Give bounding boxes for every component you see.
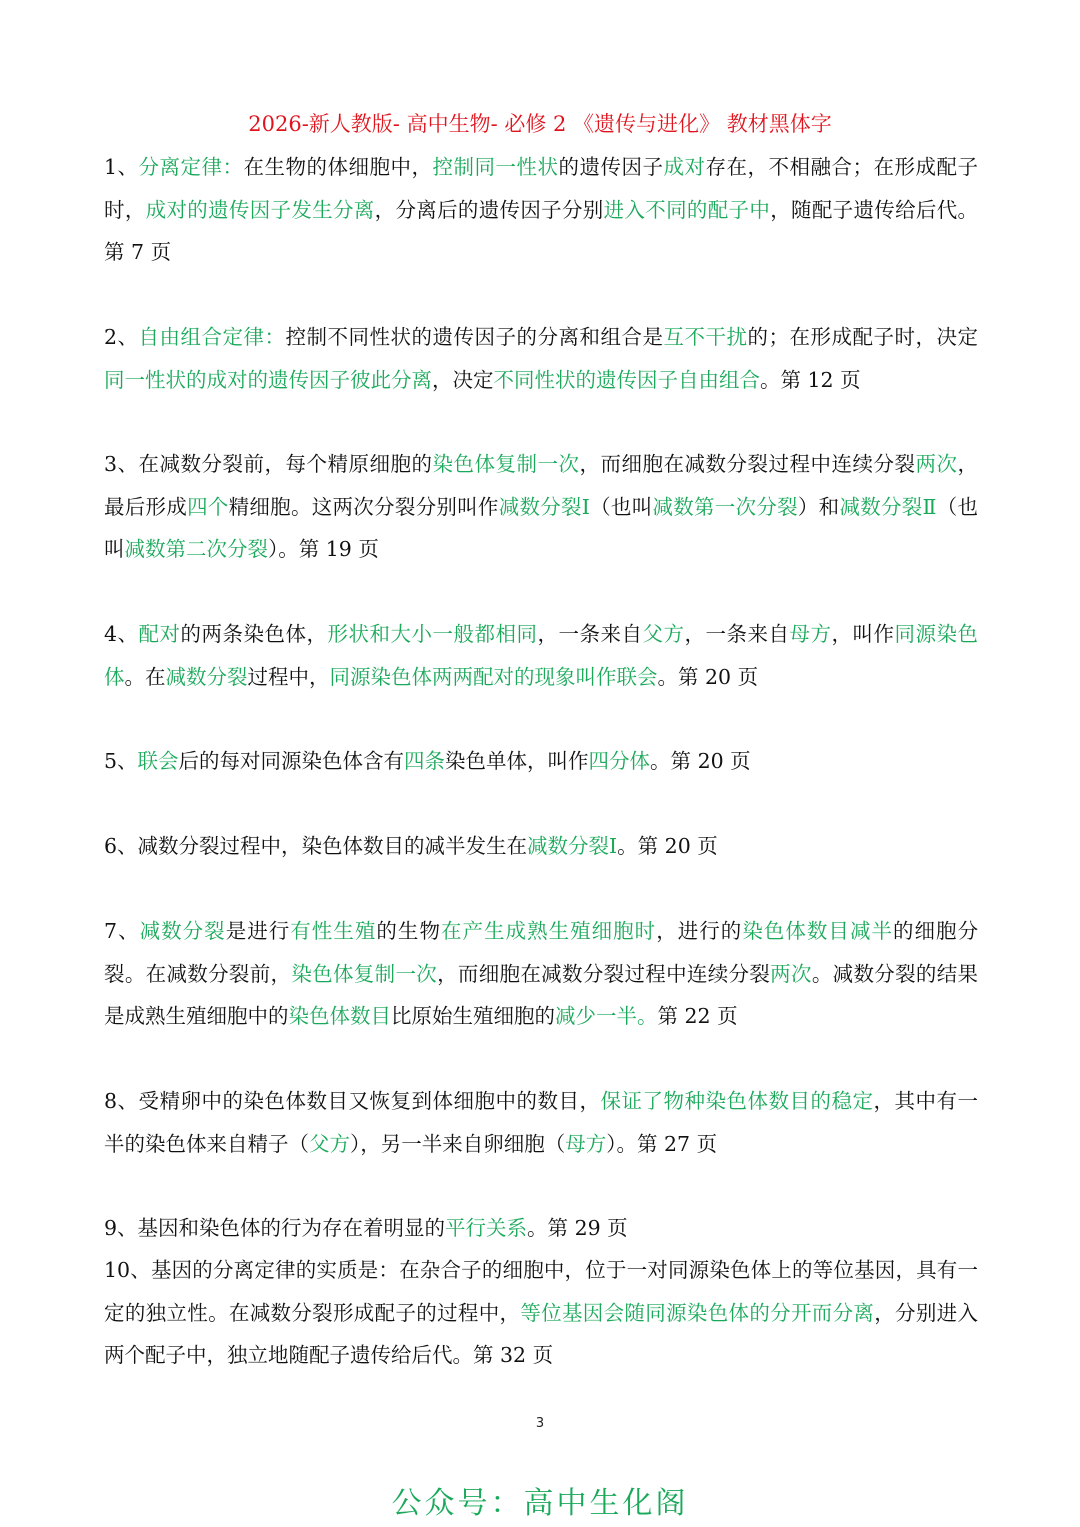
body-text: 后的每对同源染色体含有 (178, 749, 405, 773)
body-text: 。第 29 页 (527, 1216, 628, 1240)
highlight-text: 减数第一次分裂 (652, 494, 798, 519)
paragraph-4 (104, 613, 978, 698)
body-text: ）和 (797, 494, 840, 519)
body-text: 第 22 页 (657, 1004, 738, 1028)
body-text: ，一条来自 (537, 622, 643, 646)
body-text: 。第 12 页 (760, 367, 861, 392)
body-text: 控制不同性状的遗传因子的分离和组合是 (285, 325, 664, 349)
body-text: 。第 20 页 (650, 749, 751, 773)
body-text: 的生物 (376, 919, 441, 943)
body-text: 10、基因的分离定律的实质是：在杂合子的细胞中，位于一对同源染色体上的等位基因，具有一定的独立性。在减数分裂形成配子的过程中， (104, 1258, 978, 1325)
highlight-text: 成对的遗传因子发生分离 (145, 197, 375, 222)
paragraph-6 (104, 825, 978, 868)
body-text: 5、 (104, 749, 138, 773)
highlight-text: 有性生殖 (290, 919, 377, 943)
highlight-text: 联会 (137, 749, 179, 773)
body-text: 存在，不相融合；在形成配子时， (104, 155, 979, 222)
highlight-text: 四个 (187, 494, 229, 519)
highlight-text: 染色体复制一次 (432, 452, 580, 476)
body-text: 4、 (104, 622, 139, 646)
body-text: 8、受精卵中的染色体数目又恢复到体细胞中的数目， (104, 1089, 601, 1113)
body-text: ，决定 (432, 367, 494, 392)
body-text: （也叫 (590, 494, 653, 519)
highlight-text: 同源染色体 (104, 622, 979, 689)
body-text: 9、基因和染色体的行为存在着明显的 (104, 1216, 446, 1240)
highlight-text: 减数第二次分裂 (124, 537, 268, 561)
paragraph-2 (104, 316, 978, 401)
highlight-text: 控制同一性状 (432, 155, 559, 179)
body-text: 。第 20 页 (657, 664, 759, 689)
highlight-text: 分离定律： (138, 155, 244, 179)
highlight-text: 减数分裂 (139, 919, 226, 943)
paragraph-10 (104, 1249, 978, 1377)
highlight-text: 同源染色体两两配对的现象叫作联会 (329, 664, 658, 689)
paragraph-9 (104, 1207, 978, 1250)
highlight-text: 父方 (309, 1131, 350, 1156)
body-text: （也叫 (104, 494, 979, 561)
paragraph-3 (104, 443, 978, 571)
body-text: ，而细胞在减数分裂过程中连续分裂 (437, 961, 771, 986)
paragraph-7 (104, 910, 978, 1038)
body-text: 的细胞分裂。在减数分裂前， (104, 919, 979, 986)
body-text: 染色单体，叫作 (445, 749, 589, 773)
paragraph-8 (104, 1080, 978, 1165)
highlight-text: 两次 (915, 452, 958, 476)
footer-watermark: 公众号：高中生化阁 (391, 1486, 689, 1521)
body-text: ）。第 19 页 (268, 537, 379, 561)
body-text: 1、 (104, 155, 139, 179)
body-text: 3、在减数分裂前，每个精原细胞的 (104, 452, 433, 476)
body-text: 7、 (104, 919, 140, 943)
paragraph-1 (104, 146, 978, 274)
document-title: 2026-新人教版- 高中生物- 必修 2 《遗传与进化》 教材黑体字 (248, 112, 832, 136)
body-text: ，分别进入两个配子中，独立地随配子遗传给后代。第 32 页 (104, 1300, 979, 1367)
body-text: ，叫作 (831, 622, 895, 646)
body-text: 。第 20 页 (617, 834, 718, 858)
body-text: 6、减数分裂过程中，染色体数目的减半发生在 (104, 834, 528, 858)
highlight-text: 互不干扰 (663, 325, 748, 349)
page-number: 3 (535, 1416, 545, 1431)
body-text: 在生物的体细胞中， (243, 155, 433, 179)
body-text: 比原始生殖细胞的 (391, 1004, 555, 1028)
body-text: ，分离后的遗传因子分别 (374, 197, 604, 222)
body-text: 过程中， (247, 664, 330, 689)
body-text: ，而细胞在减数分裂过程中连续分裂 (579, 452, 916, 476)
highlight-text: 减数分裂Ⅱ (839, 494, 937, 519)
body-text: 精细胞。这两次分裂分别叫作 (228, 494, 499, 519)
highlight-text: 母方 (789, 622, 832, 646)
highlight-text: 保证了物种染色体数目的稳定 (600, 1089, 874, 1113)
highlight-text: 进入不同的配子中 (603, 197, 771, 222)
body-text: 的遗传因子 (558, 155, 664, 179)
body-text: 的；在形成配子时，决定 (747, 325, 979, 349)
highlight-text: 父方 (642, 622, 685, 646)
highlight-text: 染色体数目 (288, 1004, 391, 1028)
highlight-text: 染色体数目减半 (742, 919, 893, 943)
body-text: 。减数分裂的结果是成熟生殖细胞中的 (104, 961, 979, 1028)
highlight-text: 减数分裂Ⅰ (498, 494, 591, 519)
highlight-text: 染色体复制一次 (291, 961, 438, 986)
highlight-text: 减数分裂Ⅰ (527, 834, 618, 858)
body-text: 的两条染色体， (180, 622, 328, 646)
highlight-text: 母方 (565, 1131, 607, 1156)
body-text: ，进行的 (656, 919, 743, 943)
highlight-text: 四条 (404, 749, 446, 773)
body-text: 。在 (124, 664, 166, 689)
highlight-text: 同一性状的成对的遗传因子彼此分离 (104, 367, 432, 392)
body-text: ，其中有一半的染色体来自精子（ (104, 1089, 978, 1156)
highlight-text: 配对 (138, 622, 181, 646)
body-text: ，最后形成 (104, 452, 979, 519)
highlight-text: 不同性状的遗传因子自由组合 (493, 367, 760, 392)
highlight-text: 平行关系 (445, 1216, 528, 1240)
body-text: 2、 (104, 325, 139, 349)
highlight-text: 减少一半。 (555, 1004, 658, 1028)
highlight-text: 两次 (770, 961, 812, 986)
highlight-text: 减数分裂 (165, 664, 248, 689)
highlight-text: 四分体 (588, 749, 651, 773)
highlight-text: 形状和大小一般都相同 (327, 622, 538, 646)
body-text: ，一条来自 (684, 622, 790, 646)
highlight-text: 在产生成熟生殖细胞时 (440, 919, 657, 943)
body-text: ）。第 27 页 (606, 1131, 718, 1156)
body-text: 是进行 (225, 919, 291, 943)
highlight-text: 成对 (663, 155, 706, 179)
highlight-text: 自由组合定律： (138, 325, 286, 349)
highlight-text: 等位基因会随同源染色体的分开而分离 (520, 1300, 875, 1325)
body-text: ），另一半来自卵细胞（ (350, 1131, 566, 1156)
body-text: ，随配子遗传给后代。第 7 页 (104, 197, 979, 264)
paragraph-5 (104, 740, 978, 783)
